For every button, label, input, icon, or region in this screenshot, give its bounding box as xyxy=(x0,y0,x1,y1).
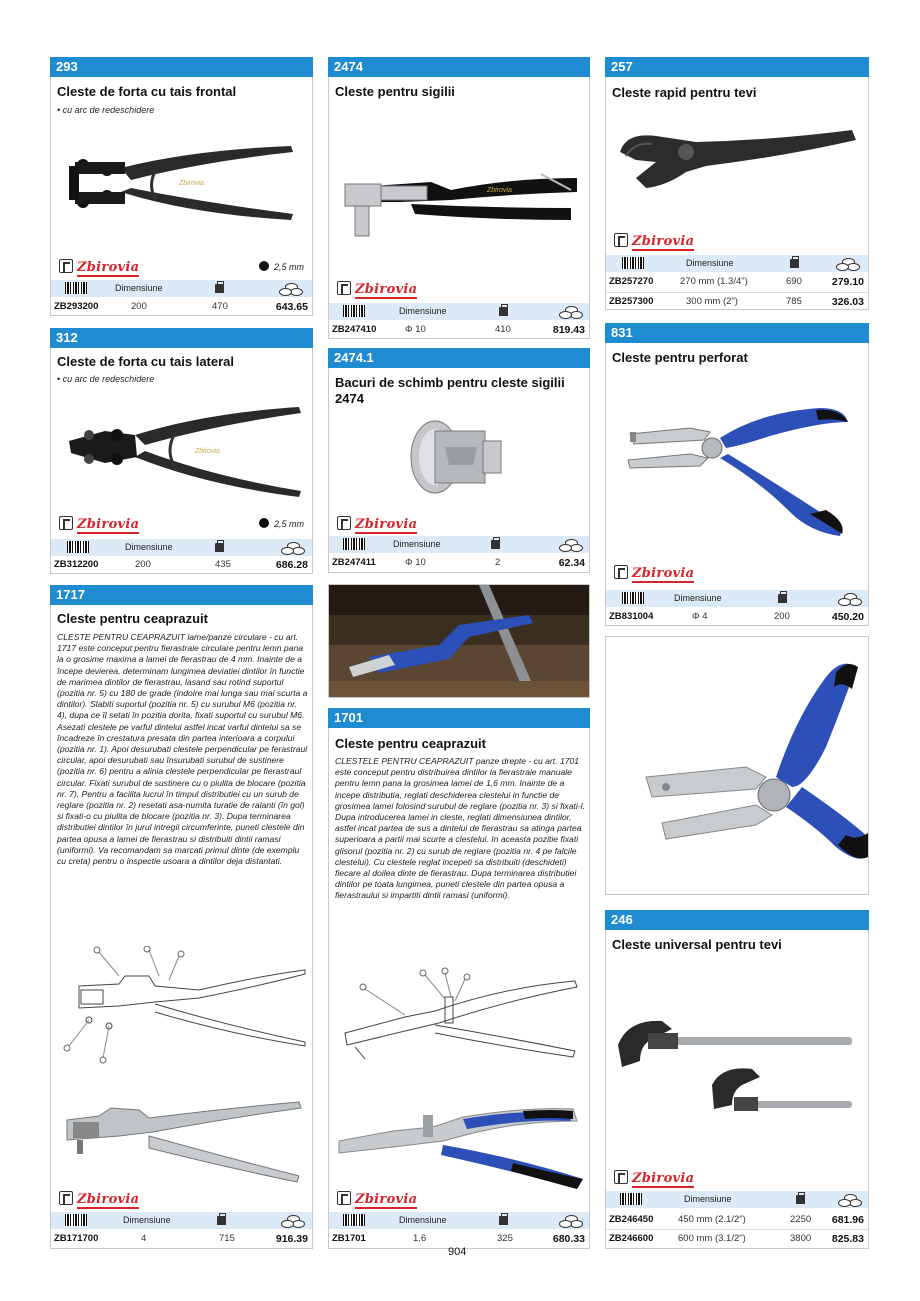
weight-icon xyxy=(796,1195,805,1204)
page-number: 904 xyxy=(448,1246,467,1258)
weight-icon xyxy=(790,259,799,268)
col-dimension: Dimensiune xyxy=(125,542,173,552)
brand-logo: Zbirovia xyxy=(59,259,139,275)
weight-icon xyxy=(499,1216,508,1225)
saw-setting-photo xyxy=(328,584,590,698)
dot-icon xyxy=(259,518,269,528)
product-title: Cleste pentru perforat xyxy=(612,350,748,365)
price-icon xyxy=(559,539,581,550)
svg-text:Zbirovia: Zbirovia xyxy=(487,187,512,194)
table-header xyxy=(51,280,312,297)
product-card-312 xyxy=(50,328,313,574)
product-number: 1717 xyxy=(50,585,313,605)
price-icon xyxy=(559,306,581,317)
col-dimension: Dimensiune xyxy=(115,283,163,293)
brand-logo: Zbirovia xyxy=(59,1191,139,1207)
dot-icon xyxy=(259,261,269,271)
barcode-icon xyxy=(65,282,87,294)
end-cutter-image xyxy=(61,140,301,230)
jaw-insert-image xyxy=(405,417,515,497)
punch-plier-image xyxy=(620,402,856,542)
product-number: 2474 xyxy=(328,57,590,77)
brand-logo: Zbirovia xyxy=(337,516,417,532)
table-row: ZB831004 Φ 4 200 450.20 xyxy=(609,611,864,623)
product-description: CLESTE PENTRU CEAPRAZUIT lame/panze circulare - cu art. 1717 este conceput pentru fierastraie circulare pentru lemn pana la o grosime maxima a lamei de fierastrau de 4 mm. Inainte de a începe devierea, determinam lungimea deviatiei dintilor în functie de marimea dintilor de fierastrau, lasand sau rotind suportul (pozitia nr. 5) cu 180 de grade (indoire mai lunga sau mai scurta a dintilor). Slabiti suportul (pozitia nr. 5) cu surubul M6 (pozitia nr. 4), dupa ce îl setati în pozitia dorita, fixati suportul cu surubul M6. Asezati clestele pe varful dintelui astfel incat varful dintelui sa se încadreze în crestatura presata din partea interioara a corpului (pozitia nr. 1). Apoi desurubati clestele perpendicular pe ferastraul circular, apoi desurubati sau însurubati surubul de sustinere (pozitia nr. 6) pentru a alinia clestele perpendicular pe fierastraul circular. Fixati surubul de sustinere cu o piulita de blocare (pozitia nr. 7). Pentru a facilita lucrul în timpul distributiei cu un surub de reglare (pozitia nr. 2) resetati asa-numita turatie de ralanti (în gol) si fixati-o cu piulita de blocare (pozitia nr. 3). Dupa terminarea distributiei dintilor în jurul intregii circumferinte, puneti clestele din partea opusa a lamei de fierastrau si distribuiti dintii ramasi (uniformi). Va recomandam sa marcati primul dinte (de exemplu cu creta) pentru o inspectie usoara a dintilor deja distantati. xyxy=(57,632,308,867)
table-row: ZB293200 200 470 643.65 xyxy=(54,301,308,313)
col-dimension: Dimensiune xyxy=(123,1215,171,1225)
price-icon xyxy=(836,258,858,269)
barcode-icon xyxy=(622,257,644,269)
table-header xyxy=(51,539,312,556)
product-card-1717 xyxy=(50,585,313,1249)
price-icon xyxy=(838,1194,860,1205)
barcode-icon xyxy=(343,305,365,317)
table-header xyxy=(606,1191,868,1208)
product-note: • cu arc de redeschidere xyxy=(57,105,155,115)
table-row: ZB246600 600 mm (3.1/2") 3800 825.83 xyxy=(606,1229,868,1246)
table-row: ZB312200 200 435 686.28 xyxy=(54,559,308,571)
col-dimension: Dimensiune xyxy=(674,593,722,603)
saw-set-diagram xyxy=(59,946,309,1066)
punch-plier-closeup-photo xyxy=(605,636,869,895)
weight-icon xyxy=(215,543,224,552)
product-note: • cu arc de redeschidere xyxy=(57,374,155,384)
table-row: ZB257300 300 mm (2") 785 326.03 xyxy=(606,292,868,309)
col-dimension: Dimensiune xyxy=(686,258,734,268)
table-header xyxy=(329,1212,589,1229)
table-row: ZB247411 Φ 10 2 62.34 xyxy=(332,557,585,569)
barcode-icon xyxy=(343,1214,365,1226)
table-header xyxy=(606,255,868,272)
product-title: Cleste de forta cu tais frontal xyxy=(57,84,237,99)
barcode-icon xyxy=(67,541,89,553)
brand-logo: Zbirovia xyxy=(614,1170,694,1186)
weight-icon xyxy=(215,284,224,293)
col-dimension: Dimensiune xyxy=(684,1194,732,1204)
price-icon xyxy=(559,1215,581,1226)
product-card-257 xyxy=(605,57,869,310)
price-icon xyxy=(838,593,860,604)
brand-logo: Zbirovia xyxy=(337,1191,417,1207)
universal-pipe-wrench-image xyxy=(612,1015,864,1135)
product-card-246 xyxy=(605,910,869,1249)
barcode-icon xyxy=(65,1214,87,1226)
table-row: ZB257270 270 mm (1.3/4") 690 279.10 xyxy=(609,276,864,288)
pipe-wrench-image xyxy=(616,122,860,202)
svg-text:Zbirovia: Zbirovia xyxy=(195,448,220,455)
product-card-831 xyxy=(605,323,869,626)
product-card-1701 xyxy=(328,708,590,1249)
product-number: 831 xyxy=(605,323,869,343)
product-number: 2474.1 xyxy=(328,348,590,368)
table-header xyxy=(51,1212,312,1229)
table-row: ZB247410 Φ 10 410 819.43 xyxy=(332,324,585,336)
col-dimension: Dimensiune xyxy=(393,539,441,549)
product-number: 257 xyxy=(605,57,869,77)
table-header xyxy=(329,303,589,320)
table-row: ZB246450 450 mm (2.1/2") 2250 681.96 xyxy=(609,1214,864,1226)
table-header xyxy=(606,590,868,607)
price-icon xyxy=(281,1215,303,1226)
product-title: Cleste universal pentru tevi xyxy=(612,937,782,952)
product-number: 312 xyxy=(50,328,313,348)
product-title: Cleste pentru ceaprazuit xyxy=(57,611,208,626)
product-number: 246 xyxy=(605,910,869,930)
cut-capacity: 2,5 mm xyxy=(259,518,304,529)
weight-icon xyxy=(499,307,508,316)
price-icon xyxy=(281,542,303,553)
table-header xyxy=(329,536,589,553)
barcode-icon xyxy=(343,538,365,550)
product-card-2474 xyxy=(328,57,590,339)
cut-capacity: 2,5 mm xyxy=(259,261,304,272)
brand-logo: Zbirovia xyxy=(614,233,694,249)
product-title: Cleste de forta cu tais lateral xyxy=(57,354,235,369)
hand-saw-set-diagram xyxy=(335,967,585,1077)
product-title: Bacuri de schimb pentru cleste sigilii 2474 xyxy=(335,375,565,406)
barcode-icon xyxy=(620,1193,642,1205)
col-dimension: Dimensiune xyxy=(399,306,447,316)
seal-plier-image xyxy=(341,168,581,248)
brand-logo: Zbirovia xyxy=(614,565,694,581)
brand-logo: Zbirovia xyxy=(337,281,417,297)
product-title: Cleste pentru ceaprazuit xyxy=(335,736,486,751)
side-cutter-image xyxy=(65,401,305,501)
product-title: Cleste rapid pentru tevi xyxy=(612,85,757,100)
table-row: ZB1701 1.6 325 680.33 xyxy=(332,1233,585,1245)
product-title: Cleste pentru sigilii xyxy=(335,84,455,99)
product-card-2474-1 xyxy=(328,348,590,573)
weight-icon xyxy=(778,594,787,603)
product-card-293 xyxy=(50,57,313,316)
table-row: ZB171700 4 715 916.39 xyxy=(54,1233,308,1245)
product-number: 1701 xyxy=(328,708,590,728)
saw-set-photo xyxy=(59,1096,309,1186)
product-description: CLESTELE PENTRU CEAPRAZUIT panze drepte - cu art. 1701 este conceput pentru distribuirea dintilor la fierastraie manuale pentru lemn pana la grosimea lamei de 1,6 mm. Inainte de a incepe distributia, reglati deschiderea clestelui in functie de grosimea lamei folosind surubul de reglare (pozitia nr. 3) si fixati-l. Dupa introducerea lamei in cleste, reglati dimensiunea dintilor, astfel incat partea de sus a dintelui de fierastrau sa atinga partea superioara a partii mai scurte a clestelui. In aceasta pozitie fixati glisorul (pozitia nr. 2) cu surub de reglare (pozitia nr. 4 pe falcile clestelui). Cu clestele reglat incepeti sa distribuiti (deschideti) fiecare al doilea dinte de fierastrau. Dupa terminarea distributiei dintilor pe toata lungimea, puneti clestele din partea opusa a fierastraului si impartiti dintii ramasi (uniformi). xyxy=(335,756,585,901)
hand-saw-set-photo xyxy=(333,1101,587,1191)
col-dimension: Dimensiune xyxy=(399,1215,447,1225)
brand-logo: Zbirovia xyxy=(59,516,139,532)
product-number: 293 xyxy=(50,57,313,77)
weight-icon xyxy=(217,1216,226,1225)
barcode-icon xyxy=(622,592,644,604)
weight-icon xyxy=(491,540,500,549)
price-icon xyxy=(279,283,301,294)
svg-text:Zbirovia: Zbirovia xyxy=(179,180,204,187)
